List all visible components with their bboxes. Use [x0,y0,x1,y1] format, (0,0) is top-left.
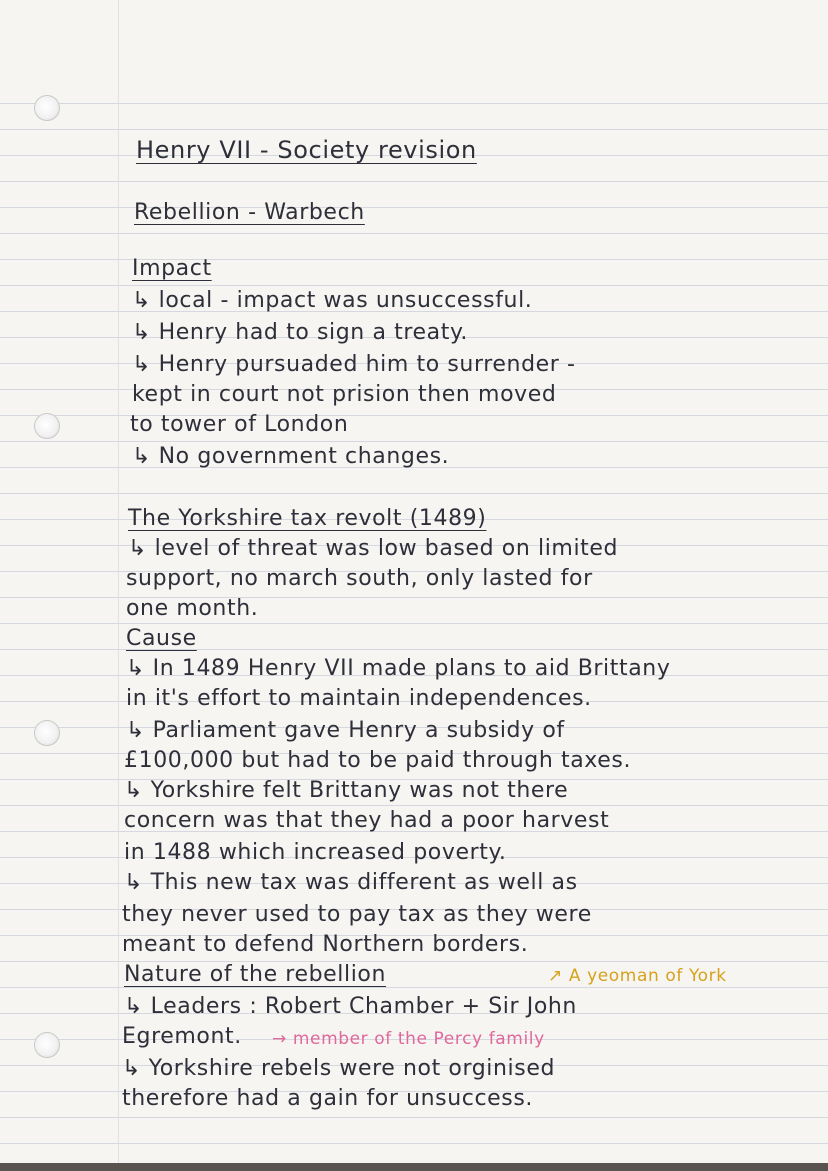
nature-line: ↳ Leaders : Robert Chamber + Sir John [124,994,577,1019]
impact-line: ↳ Henry had to sign a treaty. [132,320,469,345]
nature-line: ↳ Yorkshire rebels were not orginised [122,1056,556,1081]
percy-note: → member of the Percy family [272,1029,545,1049]
impact-line: ↳ No government changes. [132,444,450,469]
margin-line [118,0,119,1171]
yeoman-note: ↗ A yeoman of York [548,966,727,986]
cause-heading: Cause [126,626,197,651]
punch-hole [34,720,60,746]
cause-line: £100,000 but had to be paid through taxes. [124,748,632,773]
cause-line: in 1488 which increased poverty. [124,840,507,865]
yorkshire-line: support, no march south, only lasted for [126,566,593,591]
yorkshire-line: ↳ level of threat was low based on limited [128,536,619,561]
nature-line: therefore had a gain for unsuccess. [122,1086,534,1111]
yorkshire-heading: The Yorkshire tax revolt (1489) [128,506,487,531]
yorkshire-line: one month. [126,596,259,621]
cause-line: they never used to pay tax as they were [122,902,592,927]
cause-line: ↳ This new tax was different as well as [124,870,578,895]
impact-line: ↳ local - impact was unsuccessful. [132,288,533,313]
punch-hole [34,95,60,121]
subtitle: Rebellion - Warbech [134,200,365,225]
impact-line: ↳ Henry pursuaded him to surrender - [132,352,576,377]
cause-line: in it's effort to maintain independences. [126,686,592,711]
cause-line: ↳ In 1489 Henry VII made plans to aid Brittany [126,656,671,681]
punch-hole [34,1032,60,1058]
cause-line: ↳ Parliament gave Henry a subsidy of [126,718,565,743]
impact-line: to tower of London [130,412,349,437]
page-title: Henry VII - Society revision [136,136,477,164]
cause-line: ↳ Yorkshire felt Brittany was not there [124,778,569,803]
nature-heading: Nature of the rebellion [124,962,387,987]
cause-line: concern was that they had a poor harvest [124,808,610,833]
nature-line: Egremont. [122,1024,242,1049]
cause-line: meant to defend Northern borders. [122,932,529,957]
table-edge [0,1163,828,1171]
punch-hole [34,413,60,439]
impact-heading: Impact [132,256,212,281]
impact-line: kept in court not prision then moved [132,382,557,407]
